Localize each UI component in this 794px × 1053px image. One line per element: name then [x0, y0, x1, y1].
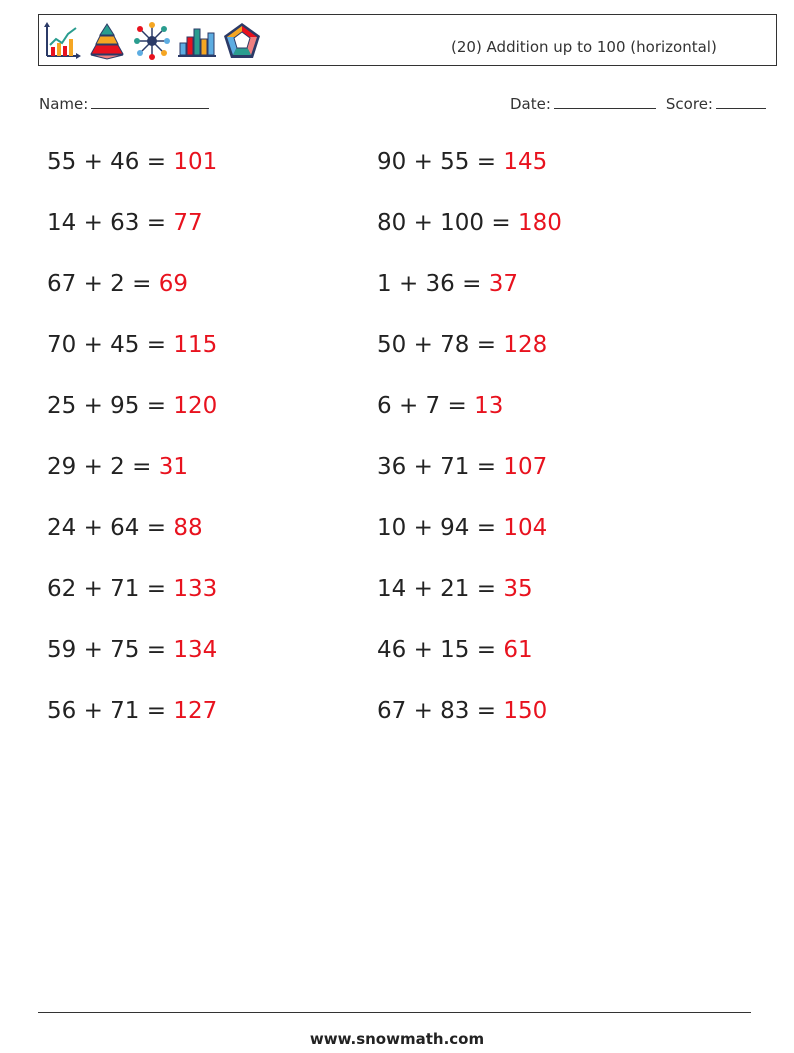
problem-question: 55 + 46 =: [47, 149, 174, 175]
problem-answer: 107: [503, 454, 548, 480]
problem-answer: 120: [173, 393, 218, 419]
score-label: Score:: [665, 95, 713, 113]
problem-item: [47, 636, 217, 664]
problem-item: [377, 148, 547, 176]
worksheet-title: (20) Addition up to 100 (horizontal): [451, 38, 717, 56]
problem-answer: 101: [173, 149, 218, 175]
problem-answer: 61: [503, 637, 533, 663]
footer-url: www.snowmath.com: [309, 1030, 485, 1048]
problem-question: 70 + 45 =: [47, 332, 174, 358]
problem-question: 1 + 36 =: [377, 271, 489, 297]
problem-question: 6 + 7 =: [377, 393, 475, 419]
problem-item: [377, 453, 547, 481]
problem-question: 36 + 71 =: [377, 454, 504, 480]
problem-answer: 69: [158, 271, 188, 297]
problem-item: [377, 270, 518, 298]
footer-divider: [38, 1012, 751, 1013]
problem-question: 29 + 2 =: [47, 454, 159, 480]
problem-answer: 115: [173, 332, 218, 358]
date-label: Date:: [510, 95, 551, 113]
problem-answer: 31: [158, 454, 188, 480]
problem-item: [47, 148, 217, 176]
problem-question: 56 + 71 =: [47, 698, 174, 724]
problem-answer: 77: [173, 210, 203, 236]
problem-question: 46 + 15 =: [377, 637, 504, 663]
problem-question: 25 + 95 =: [47, 393, 174, 419]
problem-question: 59 + 75 =: [47, 637, 174, 663]
problem-item: [47, 270, 188, 298]
problem-answer: 134: [173, 637, 218, 663]
problem-question: 80 + 100 =: [377, 210, 518, 236]
problem-question: 90 + 55 =: [377, 149, 504, 175]
problem-question: 10 + 94 =: [377, 515, 504, 541]
problem-item: [47, 453, 188, 481]
problem-answer: 35: [503, 576, 533, 602]
problem-item: [377, 209, 562, 237]
problem-question: 24 + 64 =: [47, 515, 174, 541]
problem-answer: 180: [517, 210, 562, 236]
problem-question: 67 + 83 =: [377, 698, 504, 724]
problem-item: [377, 697, 547, 725]
problem-answer: 133: [173, 576, 218, 602]
problem-question: 62 + 71 =: [47, 576, 174, 602]
problem-answer: 150: [503, 698, 548, 724]
problem-answer: 145: [503, 149, 548, 175]
problem-item: [47, 514, 203, 542]
problem-item: [377, 575, 533, 603]
problem-item: [377, 392, 503, 420]
problem-answer: 88: [173, 515, 203, 541]
problem-item: [47, 575, 217, 603]
problem-item: [377, 514, 547, 542]
name-label: Name:: [39, 95, 89, 113]
problem-question: 14 + 21 =: [377, 576, 504, 602]
problem-answer: 128: [503, 332, 548, 358]
problem-question: 50 + 78 =: [377, 332, 504, 358]
problem-item: [47, 392, 217, 420]
problem-item: [47, 331, 217, 359]
problem-question: 14 + 63 =: [47, 210, 174, 236]
problem-answer: 104: [503, 515, 548, 541]
problem-item: [377, 636, 533, 664]
problem-question: 67 + 2 =: [47, 271, 159, 297]
problem-answer: 37: [488, 271, 518, 297]
problem-item: [47, 697, 217, 725]
problem-answer: 13: [474, 393, 504, 419]
problem-answer: 127: [173, 698, 218, 724]
problem-item: [377, 331, 547, 359]
problem-item: [47, 209, 203, 237]
